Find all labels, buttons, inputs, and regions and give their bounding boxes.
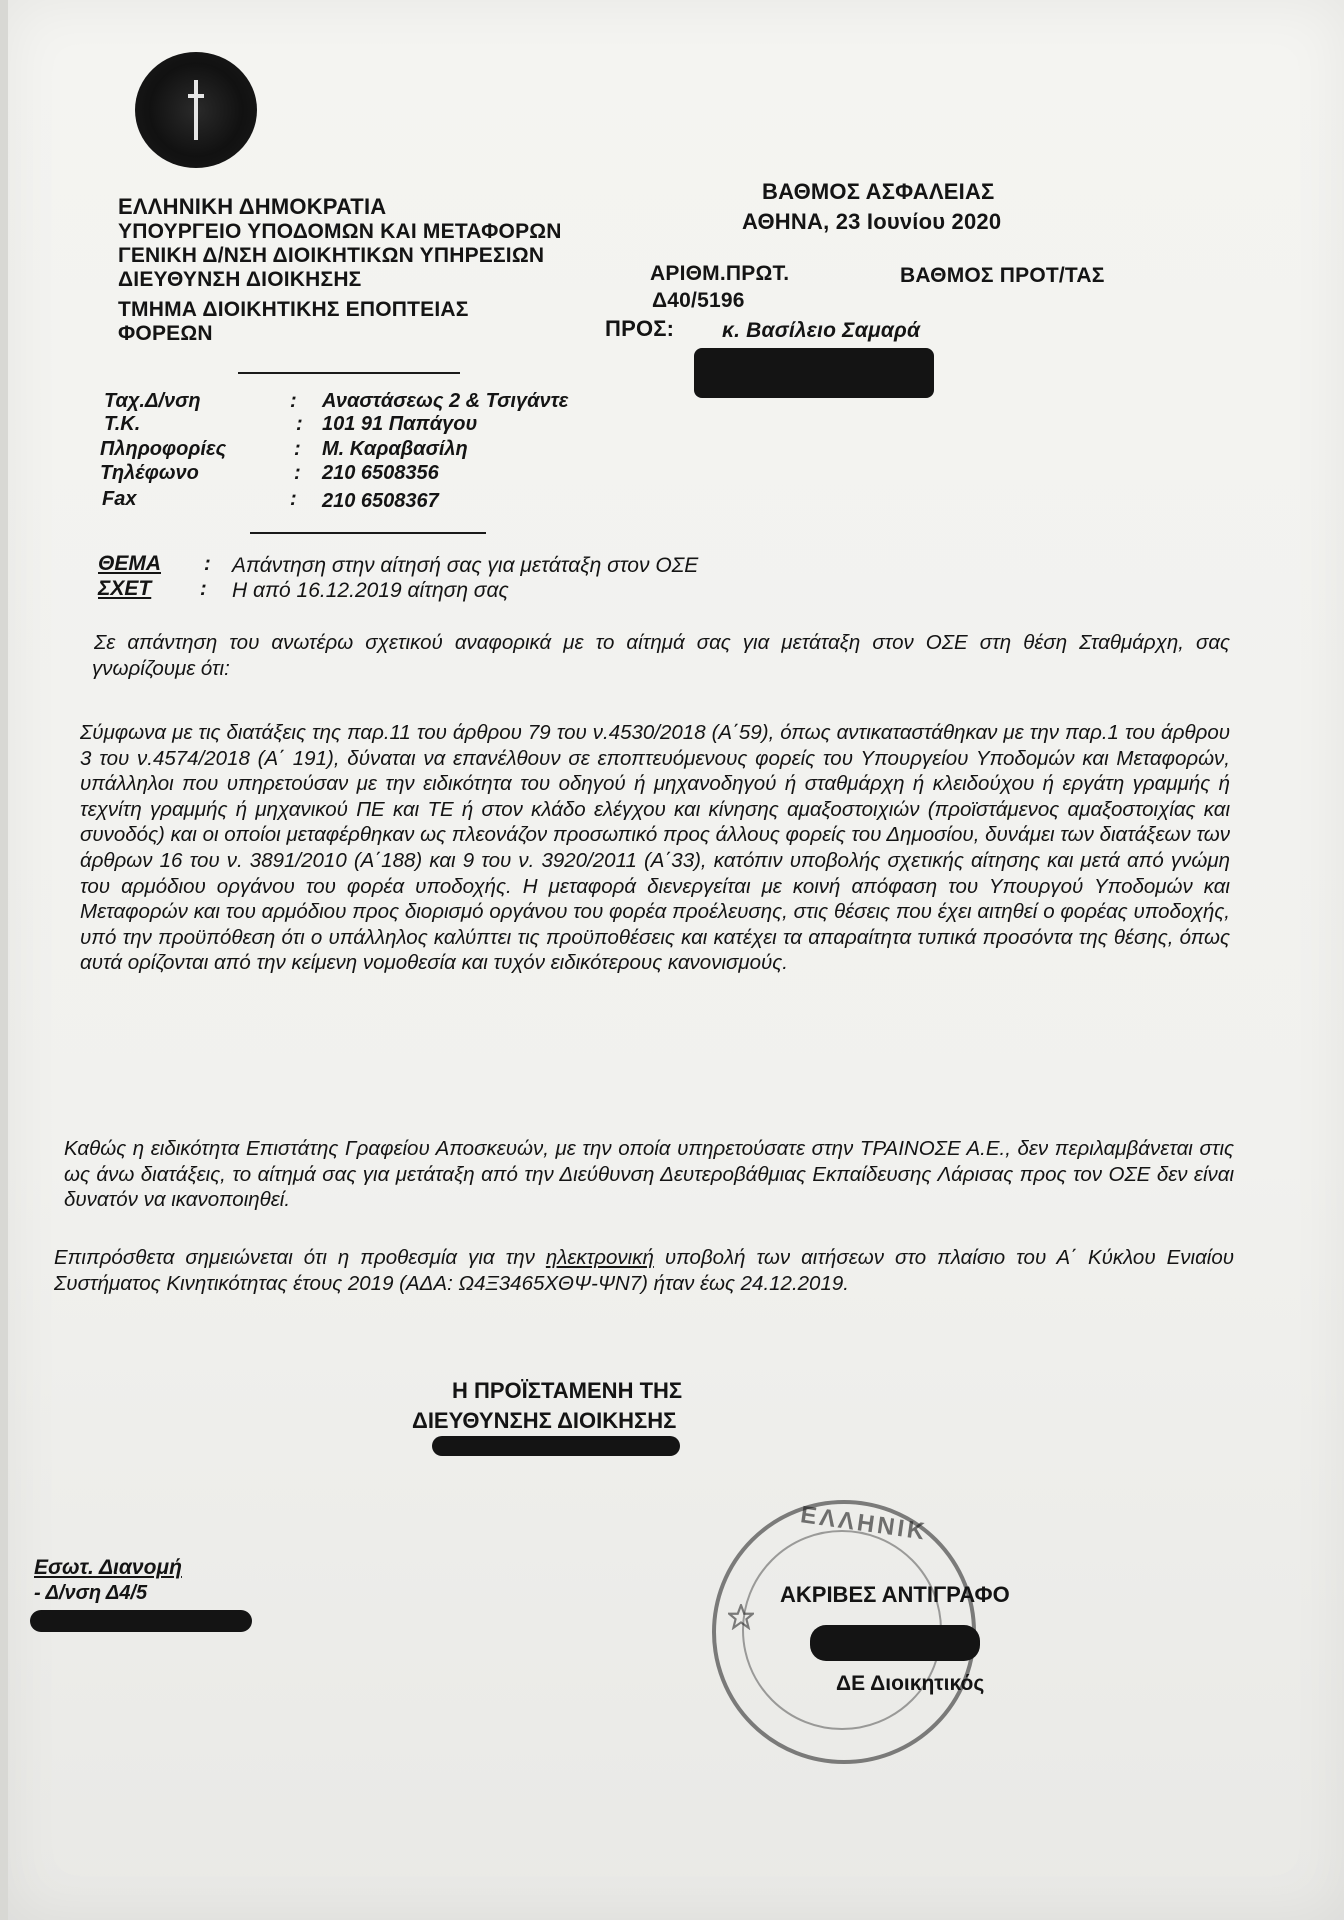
stamp-text: ΕΛΛΗΝΙΚ <box>798 1501 930 1546</box>
subject-label: ΘΕΜΑ <box>98 552 161 575</box>
issuer-line: ΥΠΟΥΡΓΕΙΟ ΥΠΟΔΟΜΩΝ ΚΑΙ ΜΕΤΑΦΟΡΩΝ <box>118 220 562 243</box>
body-paragraph: Καθώς η ειδικότητα Επιστάτης Γραφείου Αποσκευών, με την οποία υπηρετούσατε στην ΤΡΑΙΝΟΣΕ Α.Ε., δεν περιλαμβάνεται στις ως άνω διατάξεις, το αίτημά σας για μετάταξη από την Διεύθυνση Δευτεροβάθμιας Εκπαίδευσης Λάρισας προς τον ΟΣΕ δεν είναι δυνατόν να ικανοποιηθεί. <box>64 1137 1234 1211</box>
certifier-role: ΔΕ Διοικητικός <box>836 1672 985 1695</box>
recipient-label: ΠΡΟΣ: <box>605 316 675 341</box>
recipient-name: κ. Βασίλειο Σαμαρά <box>722 319 921 342</box>
security-level: ΒΑΘΜΟΣ ΑΣΦΑΛΕΙΑΣ <box>762 179 995 204</box>
related-text: Η από 16.12.2019 αίτηση σας <box>232 579 509 602</box>
signature-title: ΔΙΕΥΘΥΝΣΗΣ ΔΙΟΙΚΗΣΗΣ <box>412 1408 677 1433</box>
priority-level: ΒΑΘΜΟΣ ΠΡΟΤ/ΤΑΣ <box>900 264 1105 287</box>
address-label: Τηλέφωνο <box>100 462 199 484</box>
issuer-header <box>118 195 562 346</box>
address-colon: : <box>296 413 303 435</box>
paragraph-emphasis: ηλεκτρονική <box>545 1246 654 1269</box>
issuer-line: ΤΜΗΜΑ ΔΙΟΙΚΗΤΙΚΗΣ ΕΠΟΠΤΕΙΑΣ <box>118 298 469 321</box>
redacted-recipient-address <box>694 348 934 398</box>
related-colon: : <box>200 578 207 600</box>
address-colon: : <box>290 488 297 510</box>
address-label: Ταχ.Δ/νση <box>104 390 201 412</box>
protocol-label: ΑΡΙΘΜ.ΠΡΩΤ. <box>650 262 790 285</box>
true-copy-label: ΑΚΡΙΒΕΣ ΑΝΤΙΓΡΑΦΟ <box>780 1582 1010 1607</box>
body-paragraph <box>54 1245 1234 1296</box>
redacted-certifier-name <box>810 1625 980 1661</box>
stamp-star-icon <box>728 1604 754 1630</box>
distribution-item: - Δ/νση Δ4/5 <box>34 1582 148 1604</box>
address-value: Μ. Καραβασίλη <box>322 438 468 460</box>
paragraph-text: υποβολή των αιτήσεων στο πλαίσιο του Α΄ Κύκλου Ενιαίου Συστήματος Κινητικότητας έτους 2019 (ΑΔΑ: Ω4Ξ3465ΧΘΨ-ΨΝ7) ήταν έως 24.12.2019. <box>54 1246 1234 1295</box>
address-colon: : <box>294 462 301 484</box>
address-value: 210 6508367 <box>322 490 439 512</box>
issuer-line: ΕΛΛΗΝΙΚΗ ΔΗΜΟΚΡΑΤΙΑ <box>118 194 387 219</box>
separator-line <box>250 532 486 534</box>
redacted-signature <box>432 1436 680 1456</box>
issuer-line: ΦΟΡΕΩΝ <box>118 322 213 345</box>
address-colon: : <box>294 438 301 460</box>
address-colon: : <box>290 390 297 412</box>
subject-colon: : <box>204 553 211 575</box>
address-label: Fax <box>102 488 137 510</box>
address-label: Πληροφορίες <box>100 438 227 460</box>
separator-line <box>238 372 460 374</box>
address-value: 210 6508356 <box>322 462 439 484</box>
protocol-number: Δ40/5196 <box>652 289 745 312</box>
address-value: 101 91 Παπάγου <box>322 413 478 435</box>
redacted-distribution <box>30 1610 252 1632</box>
signature-title: Η ΠΡΟΪΣΤΑΜΕΝΗ ΤΗΣ <box>452 1378 683 1403</box>
related-label: ΣΧΕΤ <box>98 577 152 600</box>
intro-paragraph: Σε απάντηση του ανωτέρω σχετικού αναφορικά με το αίτημά σας για μετάταξη στον ΟΣΕ στη θέση Σταθμάρχη, σας γνωρίζουμε ότι: <box>92 631 1230 680</box>
paragraph-text: Επιπρόσθετα σημειώνεται ότι η προθεσμία για την <box>54 1246 546 1269</box>
place-date: ΑΘΗΝΑ, 23 Ιουνίου 2020 <box>742 209 1002 234</box>
subject-text: Απάντηση στην αίτησή σας για μετάταξη στον ΟΣΕ <box>232 554 699 577</box>
address-label: Τ.Κ. <box>104 413 141 435</box>
cross-emblem-icon <box>188 80 204 140</box>
address-value: Αναστάσεως 2 & Τσιγάντε <box>322 390 569 412</box>
body-paragraph: Σύμφωνα με τις διατάξεις της παρ.11 του άρθρου 79 του ν.4530/2018 (Α΄59), όπως αντικαταστάθηκαν με την παρ.1 του άρθρου 3 του ν.4574/2018 (Α΄ 191), δύναται να επανέλθουν σε εποπτευόμενους φορείς του Υπουργείου Υποδομών και Μεταφορών, υπάλληλοι που υπηρετούσαν με την ειδικότητα του οδηγού ή μηχανοδηγού ή σταθμάρχη ή κλειδούχου ή εργάτη γραμμής ή τεχνίτη γραμμής ή μηχανικού ΠΕ και ΤΕ ή στον κλάδο ελέγχου και κίνησης αμαξοστοιχιών (προϊστάμενος αμαξοστοιχίας και συνοδός) και οι οποίοι μεταφέρθηκαν ως πλεονάζον προσωπικό προς άλλους φορείς του Δημοσίου, δυνάμει των διατάξεων των άρθρων 16 του ν. 3891/2010 (Α΄188) και 9 του ν. 3920/2011 (Α΄33), κατόπιν υποβολής σχετικής αίτησης και μετά από γνώμη του αρμόδιου οργάνου του φορέα υποδοχής. Η μεταφορά διενεργείται με κοινή απόφαση του Υπουργού Υποδομών και Μεταφορών και του αρμόδιου προς διορισμό οργάνου του φορέα προέλευσης, στις θέσεις που έχει αιτηθεί ο φορέας υποδοχής, υπό την προϋπόθεση ότι ο υπάλληλος καλύπτει τις προϋποθέσεις και κατέχει τα απαραίτητα τυπικά προσόντα της θέσης, όπως αυτά ορίζονται από την κείμενη νομοθεσία και τυχόν ειδικότερους κανονισμούς. <box>80 721 1230 975</box>
issuer-line: ΓΕΝΙΚΗ Δ/ΝΣΗ ΔΙΟΙΚΗΤΙΚΩΝ ΥΠΗΡΕΣΙΩΝ <box>118 244 545 267</box>
distribution-label: Εσωτ. Διανομή <box>34 1556 182 1579</box>
issuer-line: ΔΙΕΥΘΥΝΣΗ ΔΙΟΙΚΗΣΗΣ <box>118 268 362 291</box>
